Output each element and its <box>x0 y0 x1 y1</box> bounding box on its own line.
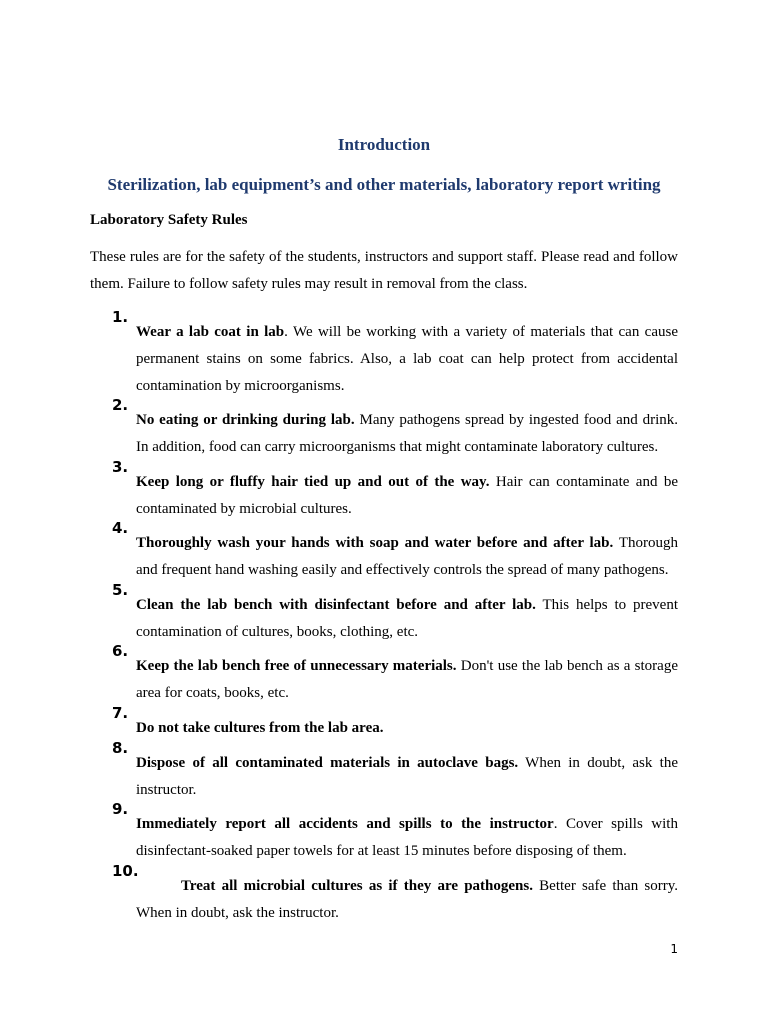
rule-text <box>136 319 678 400</box>
rule-bold-lead: Keep the lab bench free of unnecessary materials. <box>136 658 457 674</box>
rule-text <box>136 811 678 865</box>
rule-number: 7. <box>112 704 129 722</box>
rule-number: 1. <box>112 308 129 326</box>
rule-item-10 <box>112 858 678 942</box>
intro-paragraph: These rules are for the safety of the students, instructors and support staff. Please read and follow them. Failure to follow safety rules may result in removal from the class. <box>90 249 678 292</box>
rule-number: 2. <box>112 396 129 414</box>
rule-number: 5. <box>112 581 129 599</box>
rule-bold-lead: Do not take cultures from the lab area. <box>136 720 384 736</box>
rule-text <box>136 653 678 707</box>
rule-detail: Thorough and frequent hand washing easily and effectively controls the spread of many pathogens. <box>136 535 678 578</box>
rule-detail: When in doubt, ask the instructor. <box>136 755 678 798</box>
rule-bold-lead: No eating or drinking during lab. <box>136 412 355 428</box>
rule-bold-lead: Treat all microbial cultures as if they are pathogens. <box>181 878 533 894</box>
rule-detail: Many pathogens spread by ingested food and drink. In addition, food can carry microorganisms that might contaminate laboratory cultures. <box>136 412 678 455</box>
rule-text <box>136 873 678 927</box>
rule-detail: . We will be working with a variety of materials that can cause permanent stains on some fabrics. Also, a lab coat can help protect from accidental contamination by microorganisms. <box>136 324 678 394</box>
page-title: Introduction <box>337 135 431 154</box>
rule-detail: Don't use the lab bench as a storage area for coats, books, etc. <box>136 658 678 701</box>
rule-bold-lead: Immediately report all accidents and spills to the instructor <box>136 816 554 832</box>
rule-detail: Better safe than sorry. When in doubt, ask the instructor. <box>136 878 679 921</box>
rule-number: 10. <box>112 862 139 880</box>
rule-detail: . Cover spills with disinfectant-soaked paper towels for at least 15 minutes before disposing of them. <box>136 816 678 859</box>
section-heading: Laboratory Safety Rules <box>90 212 248 228</box>
rule-bold-lead: Keep long or fluffy hair tied up and out of the way. <box>136 474 490 490</box>
rule-bold-lead: Dispose of all contaminated materials in autoclave bags. <box>136 755 519 771</box>
rule-detail: This helps to prevent contamination of cultures, books, clothing, etc. <box>136 597 678 640</box>
page-subtitle: Sterilization, lab equipment’s and other materials, laboratory report writing <box>107 175 661 194</box>
rule-text <box>136 530 678 584</box>
rule-number: 9. <box>112 800 129 818</box>
rule-number: 4. <box>112 519 129 537</box>
page-number: 1 <box>670 942 678 956</box>
rule-number: 3. <box>112 458 129 476</box>
rule-number: 6. <box>112 642 129 660</box>
rule-bold-lead: Thoroughly wash your hands with soap and water before and after lab. <box>136 535 614 551</box>
rule-bold-lead: Clean the lab bench with disinfectant before and after lab. <box>136 597 536 613</box>
rule-text <box>136 407 678 461</box>
rule-number: 8. <box>112 739 129 757</box>
rule-bold-lead: Wear a lab coat in lab <box>136 324 285 340</box>
rule-detail: Hair can contaminate and be contaminated by microbial cultures. <box>136 474 678 517</box>
